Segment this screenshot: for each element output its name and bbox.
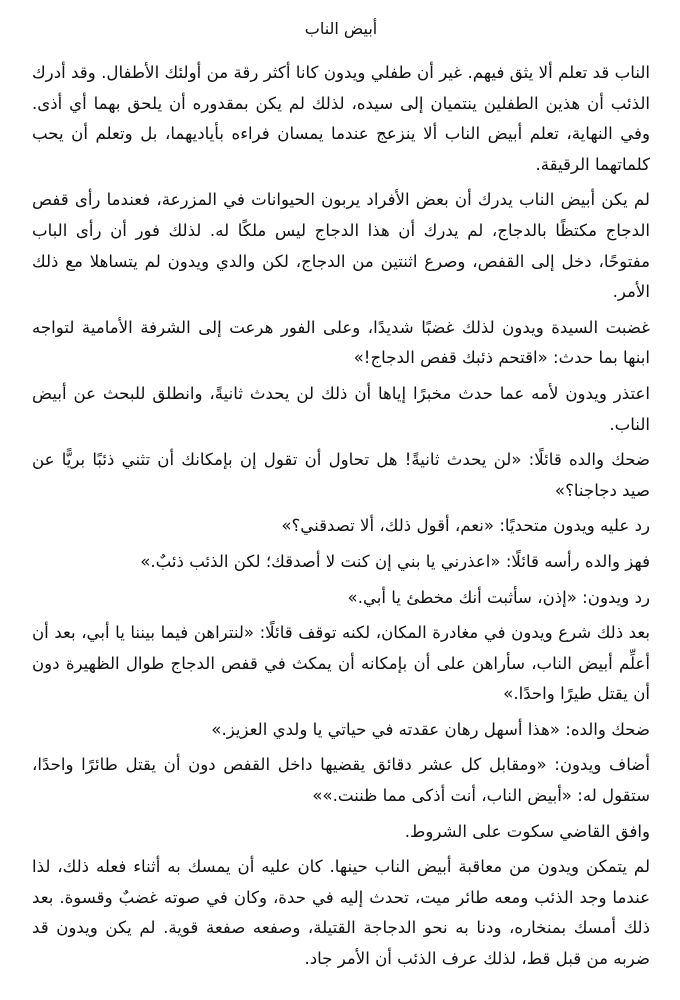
paragraph: ضحك والده قائلًا: «لن يحدث ثانيةً! هل تحاول أن تقول إن بإمكانك أن تثني ذئبًا بريًّا عن صيد دجاجنا؟» [32,450,650,500]
paragraph: رد ويدون: «إذن، سأثبت أنك مخطئ يا أبي.» [347,587,650,607]
paragraph: لم يكن أبيض الناب يدرك أن بعض الأفراد يربون الحيوانات في المزرعة، فعندما رأى قفص الدجاج مكتظًا بالدجاج، لم يدرك أن هذا الدجاج ليس ملكًا له. لذلك فور أن رأى الباب مفتوحًا، دخل إلى القفص، وصرع اثنتين من الدجاج، لكن والدي ويدون لم يتساهلا مع ذلك الأمر. [32,190,650,302]
running-head: أبيض الناب [304,19,378,38]
paragraph: وافق القاضي سكوت على الشروط. [404,821,650,841]
paragraph: أضاف ويدون: «ومقابل كل عشر دقائق يقضيها داخل القفص دون أن يقتل طائرًا واحدًا، ستقول له: «أبيض الناب، أنت أذكى مما ظننت.»» [32,755,650,806]
paragraph: بعد ذلك شرع ويدون في مغادرة المكان، لكنه توقف قائلًا: «لنتراهن فيما بيننا يا أبي، بعد أن أعلِّم أبيض الناب، سأراهن على أن بإمكانه أن يمكث في قفص الدجاج طوال الظهيرة دون أن يقتل طيرًا واحدًا.» [32,623,650,704]
paragraph: لم يتمكن ويدون من معاقبة أبيض الناب حينها. كان عليه أن يمسك به أثناء فعله ذلك، لذا عندما وجد الذئب ومعه طائر ميت، تحدث إليه في حدة، وكان في صوته غضبٌ وقسوة. بعد ذلك أمسك بمنخاره، ودنا به نحو الدجاجة القتيلة، وصفعه صفعة قوية. لم يكن ويدون قد ضربه من قبل قط، لذلك عرف الذئب أن الأمر جاد. [32,857,650,969]
paragraph: فهز والده رأسه قائلًا: «اعذرني يا بني إن كنت لا أصدقك؛ لكن الذئب ذئبٌ.» [140,551,650,571]
paragraph: ضحك والده: «هذا أسهل رهان عقدته في حياتي يا ولدي العزيز.» [211,719,650,739]
paragraph: الناب قد تعلم ألا يثق فيهم. غير أن طفلي ويدون كانا أكثر رقة من أولئك الأطفال. وقد أدرك الذئب أن هذين الطفلين ينتميان إلى سيده، لذلك لم يكن بمقدوره أن يلحق بهما أي أذى. وفي النهاية، تعلم أبيض الناب ألا ينزعج عندما يمسان فراءه بأياديهما، بل وتعلم أن يحب كلماتهما الرقيقة. [32,63,650,174]
body-text [32,58,650,975]
paragraph: رد عليه ويدون متحديًا: «نعم، أقول ذلك، ألا تصدقني؟» [281,516,650,536]
paragraph: غضبت السيدة ويدون لذلك غضبًا شديدًا، وعلى الفور هرعت إلى الشرفة الأمامية لتواجه ابنها بما حدث: «اقتحم ذئبك قفص الدجاج!» [32,317,650,368]
paragraph: اعتذر ويدون لأمه عما حدث مخبرًا إياها أن ذلك لن يحدث ثانيةً، وانطلق للبحث عن أبيض الناب. [32,383,650,434]
